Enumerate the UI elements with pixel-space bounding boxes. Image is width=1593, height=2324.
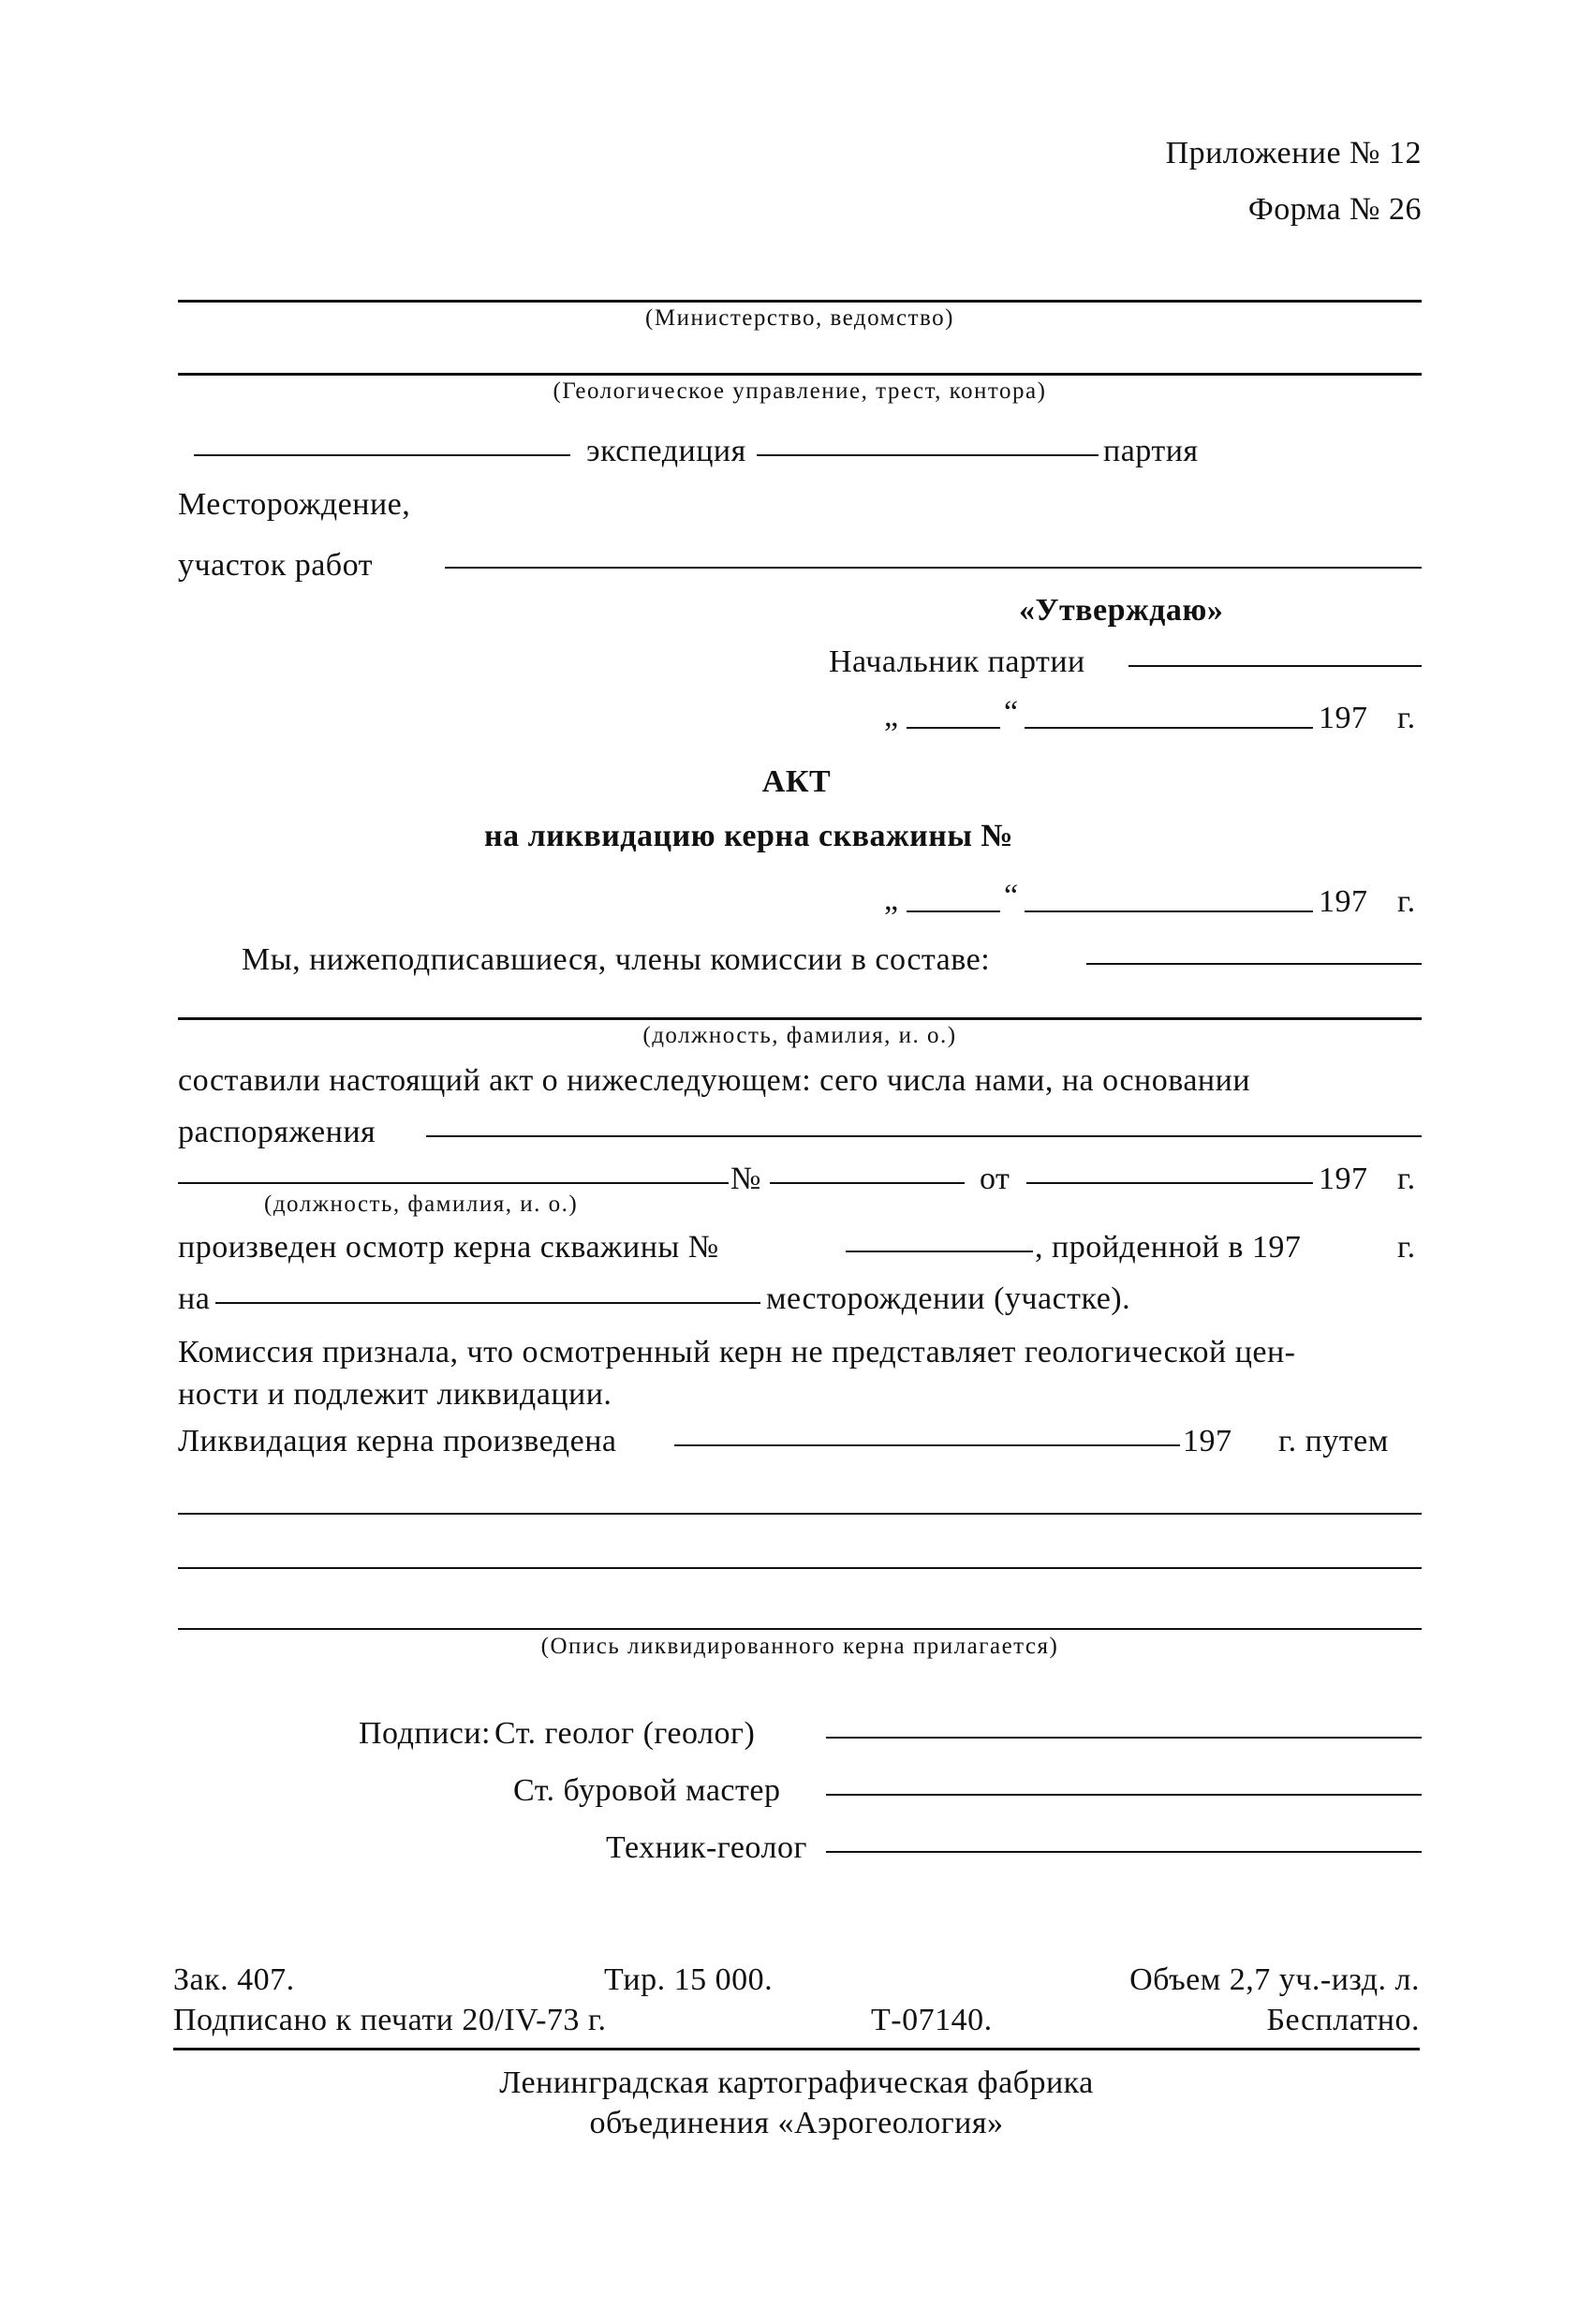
signed-for-print: Подписано к печати 20/IV-73 г. [173,2003,607,2037]
party-chief-line[interactable] [1128,665,1422,667]
publication-code: Т-07140. [871,2003,993,2037]
passed-year-suffix: г. [1397,1230,1416,1265]
order-number-line[interactable] [770,1182,965,1184]
commission-text-1: Комиссия признала, что осмотренный керн не представляет геологической цен- [178,1335,1296,1369]
members-caption: (должность, фамилия, и. о.) [642,1023,957,1048]
liquidation-text: Ликвидация керна произведена [178,1424,617,1458]
act-year: 197 [1319,884,1368,919]
compiled-text: составили настоящий акт о нижеследующем: сего числа нами, на основании [178,1063,1251,1098]
senior-geologist-line[interactable] [826,1737,1422,1739]
method-line-3[interactable] [178,1628,1422,1630]
deposit-text: месторождении (участке). [766,1281,1131,1316]
signatures-label: Подписи: [359,1716,491,1751]
technician-label: Техник-геолог [606,1830,807,1865]
members-text: Мы, нижеподписавшиеся, члены комиссии в составе: [242,942,991,977]
order-label: распоряжения [178,1115,376,1149]
liquidation-year-suffix: г. путем [1278,1424,1389,1458]
act-quote-close: “ [1004,879,1019,913]
order-no: Зак. 407. [173,1962,295,1997]
inventory-caption: (Опись ликвидированного керна прилагается) [540,1634,1059,1659]
liquidation-date-line[interactable] [674,1444,1180,1446]
liquidation-year: 197 [1183,1424,1232,1458]
approve-label: «Утверждаю» [1019,593,1224,628]
geo-department-caption: (Геологическое управление, трест, контора) [553,378,1047,404]
approval-month-line[interactable] [1025,727,1313,729]
document-subtitle: на ликвидацию керна скважины № [484,819,1014,853]
party-line[interactable] [757,454,1099,456]
well-number-line[interactable] [846,1251,1033,1252]
act-day-line[interactable] [907,910,1000,912]
party-chief-label: Начальник партии [829,644,1085,679]
form-number: Форма № 26 [1247,192,1422,227]
members-line-2[interactable] [178,1017,1422,1020]
members-line-1[interactable] [1086,963,1422,965]
act-month-line[interactable] [1025,910,1313,912]
factory-name: Ленинградская картографическая фабрика [499,2065,1094,2100]
inspected-text: произведен осмотр керна скважины № [178,1230,719,1265]
order-line[interactable] [426,1135,1422,1137]
price: Бесплатно. [1266,2003,1420,2037]
issuer-line[interactable] [178,1182,729,1184]
technician-line[interactable] [826,1851,1422,1853]
print-run: Тир. 15 000. [604,1962,774,1997]
commission-text-2: ности и подлежит ликвидации. [178,1377,612,1412]
order-year: 197 [1319,1162,1368,1196]
approval-year: 197 [1319,701,1368,735]
ministry-caption: (Министерство, ведомство) [645,305,954,331]
order-year-suffix: г. [1397,1162,1416,1196]
geo-department-line[interactable] [178,373,1422,376]
imprint-divider [173,2048,1420,2050]
senior-geologist-label: Ст. геолог (геолог) [494,1716,756,1751]
expedition-line[interactable] [194,454,570,456]
site-label: участок работ [178,548,374,583]
volume: Объем 2,7 уч.-изд. л. [1129,1962,1420,1997]
approval-quote-close: “ [1004,695,1019,730]
drill-master-label: Ст. буровой мастер [513,1773,781,1808]
party-label: партия [1103,434,1199,468]
order-number-label: № [730,1162,761,1196]
act-quote-open: „ [884,882,899,917]
document-title: АКТ [761,764,832,799]
appendix-number: Приложение № 12 [1165,136,1422,170]
drill-master-line[interactable] [826,1794,1422,1796]
order-from-label: от [980,1162,1010,1196]
act-year-suffix: г. [1397,884,1416,919]
approval-day-line[interactable] [907,727,1000,729]
passed-text: , пройденной в 197 [1035,1230,1302,1265]
approval-quote-open: „ [884,699,899,733]
method-line-1[interactable] [178,1513,1422,1515]
deposit-line[interactable] [215,1302,760,1304]
factory-association: объединения «Аэрогеология» [589,2106,1004,2140]
site-line[interactable] [445,567,1422,569]
method-line-2[interactable] [178,1567,1422,1569]
issuer-caption: (должность, фамилия, и. о.) [264,1192,579,1217]
order-date-line[interactable] [1026,1182,1313,1184]
approval-year-suffix: г. [1397,701,1416,735]
on-label: на [178,1281,211,1316]
ministry-line[interactable] [178,300,1422,303]
expedition-label: экспедиция [586,434,746,468]
field-label: Месторождение, [178,487,411,522]
